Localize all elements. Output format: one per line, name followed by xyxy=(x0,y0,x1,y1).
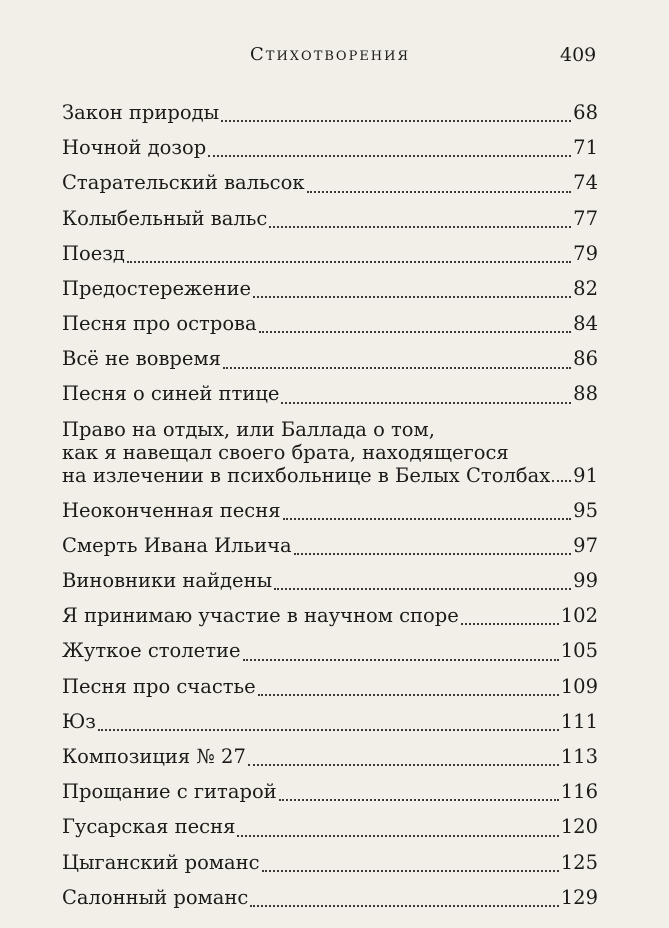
dot-leader xyxy=(259,331,572,333)
toc-entry-page: 105 xyxy=(560,639,598,663)
toc-entry-title-line: на излечении в психбольнице в Белых Столбах xyxy=(62,463,551,487)
table-of-contents xyxy=(62,95,598,915)
page-number: 409 xyxy=(560,44,597,66)
toc-entry-title: Песня про счастье xyxy=(62,674,256,698)
toc-entry xyxy=(62,774,598,809)
toc-entry-title: Старательский вальсок xyxy=(62,171,305,195)
dot-leader xyxy=(294,553,572,555)
toc-entry xyxy=(62,563,598,598)
toc-entry-page: 120 xyxy=(560,815,598,839)
toc-entry-page: 68 xyxy=(573,100,598,124)
toc-entry xyxy=(62,201,598,236)
toc-entry xyxy=(62,236,598,271)
toc-entry-title: Жуткое столетие xyxy=(62,639,241,663)
toc-entry-page: 111 xyxy=(560,709,598,733)
dot-leader xyxy=(281,402,571,404)
dot-leader xyxy=(253,296,571,298)
toc-entry xyxy=(62,165,598,200)
toc-entry xyxy=(62,845,598,880)
toc-entry-title: Смерть Ивана Ильича xyxy=(62,533,292,557)
toc-entry-title: Колыбельный вальс xyxy=(62,206,268,230)
dot-leader xyxy=(307,191,572,193)
toc-entry-title: Неоконченная песня xyxy=(62,498,281,522)
toc-entry-title: Поезд xyxy=(62,241,125,265)
toc-entry-title: Песня про острова xyxy=(62,312,257,336)
toc-entry-title: Всё не вовремя xyxy=(62,347,221,371)
toc-entry-page: 74 xyxy=(573,171,598,195)
toc-entry-page: 91 xyxy=(573,463,598,487)
toc-entry-title: Салонный романс xyxy=(62,885,249,909)
dot-leader xyxy=(274,588,571,590)
toc-entry-title: Я принимаю участие в научном споре xyxy=(62,604,459,628)
dot-leader xyxy=(221,120,571,122)
toc-entry xyxy=(62,341,598,376)
toc-entry xyxy=(62,880,598,915)
toc-entry xyxy=(62,704,598,739)
toc-entry-title: Прощание с гитарой xyxy=(62,780,277,804)
dot-leader xyxy=(269,226,571,228)
dot-leader xyxy=(237,835,558,837)
toc-entry-page: 88 xyxy=(573,382,598,406)
dot-leader xyxy=(262,870,559,872)
toc-entry-page: 116 xyxy=(560,780,598,804)
toc-entry xyxy=(62,306,598,341)
toc-entry-title: Гусарская песня xyxy=(62,815,236,839)
toc-entry-title: Виновники найдены xyxy=(62,569,273,593)
toc-entry xyxy=(62,598,598,633)
dot-leader xyxy=(461,623,559,625)
toc-entry-page: 77 xyxy=(573,206,598,230)
dot-leader xyxy=(250,905,558,907)
running-title: Стихотворения xyxy=(250,44,410,65)
toc-entry xyxy=(62,528,598,563)
dot-leader xyxy=(208,155,571,157)
toc-entry-title: Композиция № 27 xyxy=(62,744,246,768)
toc-entry-title: Закон природы xyxy=(62,100,220,124)
dot-leader xyxy=(283,518,572,520)
toc-entry-page: 84 xyxy=(573,312,598,336)
dot-leader xyxy=(552,480,571,482)
toc-entry xyxy=(62,130,598,165)
toc-entry xyxy=(62,739,598,774)
toc-entry-title: Предостережение xyxy=(62,276,252,300)
toc-entry-title: Ночной дозор xyxy=(62,136,207,160)
toc-entry-page: 79 xyxy=(573,241,598,265)
dot-leader xyxy=(258,694,559,696)
toc-entry-page: 71 xyxy=(573,136,598,160)
toc-entry-page: 97 xyxy=(573,533,598,557)
page-header xyxy=(0,44,669,72)
toc-entry-title: Песня о синей птице xyxy=(62,382,280,406)
toc-entry-page: 109 xyxy=(560,674,598,698)
toc-entry-page: 99 xyxy=(573,569,598,593)
dot-leader xyxy=(248,764,559,766)
dot-leader xyxy=(243,659,559,661)
toc-entry xyxy=(62,669,598,704)
dot-leader xyxy=(127,261,571,263)
toc-entry xyxy=(62,493,598,528)
toc-entry-title: Юз xyxy=(62,709,96,733)
toc-entry-title-line: Право на отдых, или Баллада о том, xyxy=(62,417,435,441)
toc-entry xyxy=(62,633,598,668)
toc-entry-page: 102 xyxy=(560,604,598,628)
toc-entry-page: 129 xyxy=(560,885,598,909)
dot-leader xyxy=(223,367,571,369)
toc-entry-page: 82 xyxy=(573,276,598,300)
toc-entry-title-line: как я навещал своего брата, находящегося xyxy=(62,440,509,464)
toc-entry xyxy=(62,271,598,306)
toc-entry-page: 86 xyxy=(573,347,598,371)
toc-entry xyxy=(62,95,598,130)
toc-entry-multiline xyxy=(62,418,598,493)
dot-leader xyxy=(98,729,559,731)
dot-leader xyxy=(279,799,559,801)
toc-entry-page: 113 xyxy=(560,744,598,768)
toc-entry xyxy=(62,377,598,412)
toc-entry-title: Цыганский романс xyxy=(62,850,260,874)
toc-entry xyxy=(62,809,598,844)
toc-entry-page: 95 xyxy=(573,498,598,522)
toc-entry-page: 125 xyxy=(560,850,598,874)
